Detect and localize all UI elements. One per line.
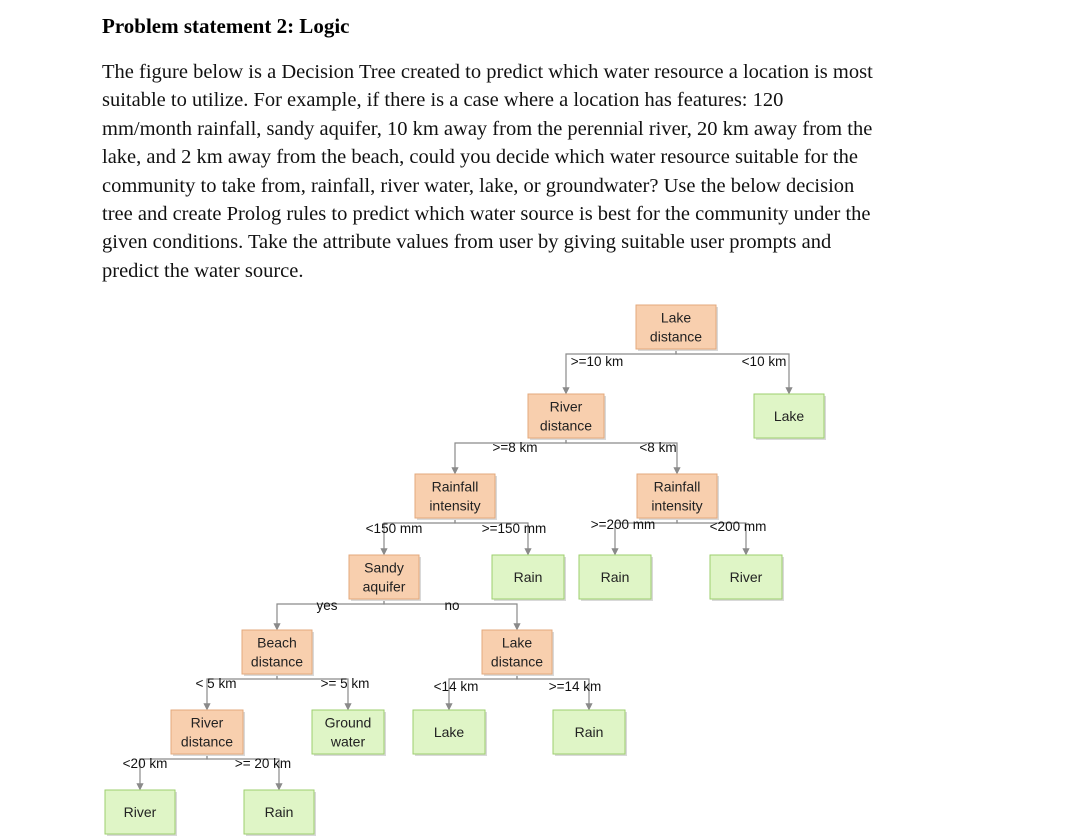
decision-node [171,710,245,756]
node-label: distance [539,417,593,434]
node-label: River [549,398,583,415]
node-label: Lake [433,724,465,740]
edge-label: >=14 km [548,679,602,694]
decision-node [636,305,718,351]
decision-node [637,474,719,520]
edge-label: no [444,598,460,613]
node-label: River [190,714,224,731]
leaf-node [413,710,487,756]
leaf-node [579,555,653,601]
node-label: Lake [773,408,805,424]
tree-edge-labels [123,354,787,771]
edge-label: >=150 mm [481,521,547,536]
leaf-node [710,555,784,601]
edge-label: <150 mm [365,521,423,536]
description-line-5: community to take from, rainfall, river water, lake, or groundwater? Use the below decision [102,174,855,197]
node-label: intensity [651,497,703,514]
leaf-node [244,790,316,836]
description-line-6: tree and create Prolog rules to predict which water source is best for the community under the [102,203,871,226]
node-label: Rainfall [653,478,701,495]
edge-label: <8 km [639,440,677,455]
decision-node [349,555,421,601]
decision-node [482,630,554,676]
edge-label: >= 20 km [234,756,292,771]
node-label: Rain [513,569,543,585]
node-label: River [123,804,157,820]
description-line-8: predict the water source. [102,259,304,282]
edge-label: <14 km [433,679,479,694]
description-line-1: The figure below is a Decision Tree created to predict which water resource a location is most [102,61,873,83]
decision-node [242,630,314,676]
leaf-node [492,555,566,601]
node-label: distance [490,653,544,670]
edge-label: < 5 km [195,676,237,691]
problem-heading: Problem statement 2: Logic [102,14,350,38]
description-line-4: lake, and 2 km away from the beach, could you decide which water resource suitable for the [102,146,858,169]
description-line-3: mm/month rainfall, sandy aquifer, 10 km away from the perennial river, 20 km away from the [102,117,873,140]
node-label: intensity [429,497,481,514]
node-label: water [330,733,366,750]
edge-label: <20 km [122,756,168,771]
edge-label: <10 km [741,354,787,369]
leaf-node [754,394,826,440]
node-label: Ground [324,714,372,731]
leaf-node [312,710,386,756]
node-label: distance [250,653,304,670]
edge-label: <200 mm [709,519,767,534]
node-label: Rainfall [431,478,479,495]
leaf-node [553,710,627,756]
edge-label: yes [316,598,338,613]
node-label: aquifer [362,578,406,595]
edge-label: >=200 mm [590,517,656,532]
node-label: Beach [257,634,297,651]
edge-label: >= 5 km [320,676,370,691]
node-label: Lake [501,634,533,651]
decision-node [415,474,497,520]
node-label: distance [180,733,234,750]
node-label: Rain [600,569,630,585]
node-label: River [729,569,763,585]
description-line-2: suitable to utilize. For example, if there is a case where a location has features: 120 [102,89,784,112]
node-label: Sandy [364,559,404,576]
node-label: distance [649,328,703,345]
leaf-node [105,790,177,836]
node-label: Rain [264,804,294,820]
edge-label: >=10 km [570,354,624,369]
node-label: Rain [574,724,604,740]
decision-node [528,394,606,440]
description-line-7: given conditions. Take the attribute values from user by giving suitable user prompts and [102,231,832,254]
tree-nodes [105,305,826,836]
edge-label: >=8 km [492,440,538,455]
node-label: Lake [660,309,692,326]
